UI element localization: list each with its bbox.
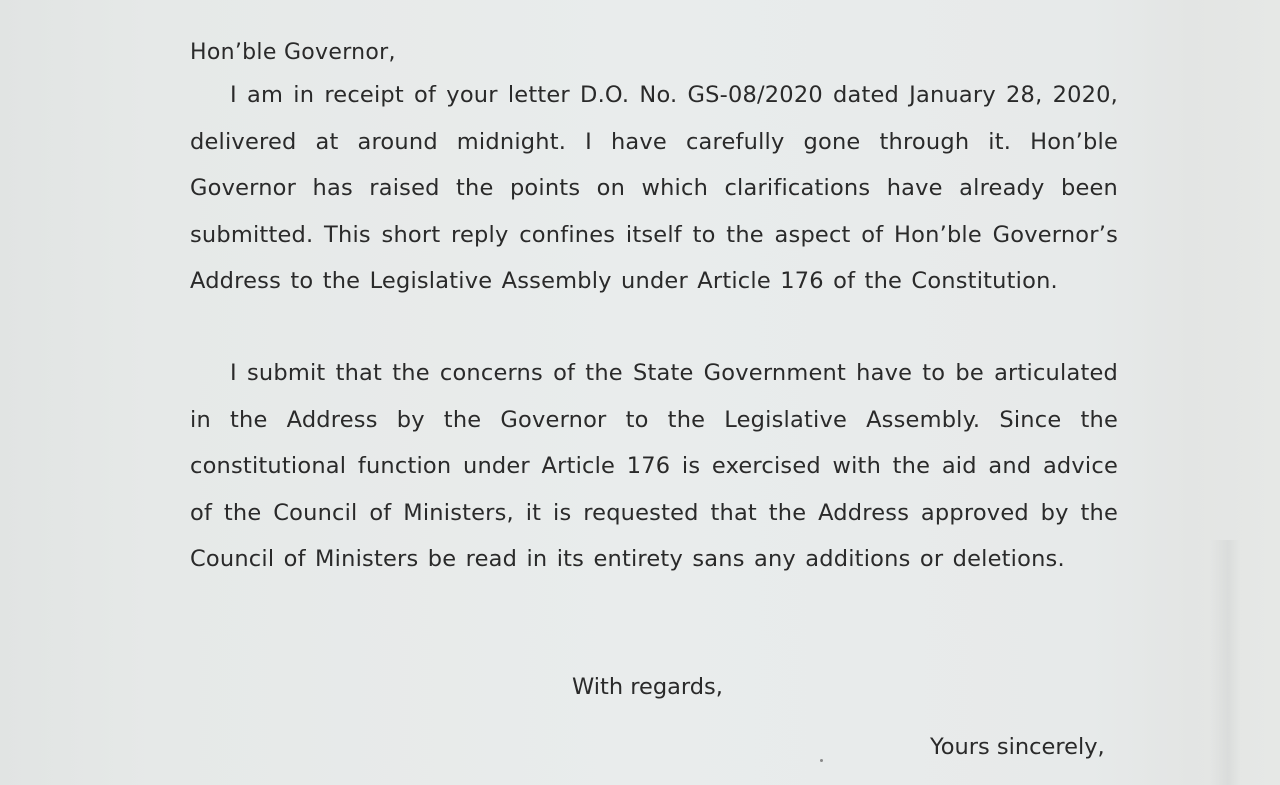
page-shadow: [1210, 540, 1240, 785]
signoff-line: Yours sincerely,: [930, 734, 1105, 760]
paper-speck: [820, 759, 823, 762]
closing-line: With regards,: [572, 674, 723, 700]
paragraph-1: I am in receipt of your letter D.O. No. GS-08/2020 dated January 28, 2020, delivered at around midnight. I have carefully gone through it. Hon’ble Governor has raised the points on which clarifications have already been submitted. This short reply confines itself to the aspect of Hon’ble Governor’s Address to the Legislative Assembly under Article 176 of the Constitution.: [190, 82, 1118, 295]
salutation: Hon’ble Governor,: [190, 40, 396, 65]
paragraph-2: I submit that the concerns of the State Government have to be articulated in the Address by the Governor to the Legislative Assembly. Since the constitutional function under Article 176 is exercised with the aid and advice of the Council of Ministers, it is requested that the Address approved by the Council of Ministers be read in its entirety sans any additions or deletions.: [190, 360, 1118, 573]
